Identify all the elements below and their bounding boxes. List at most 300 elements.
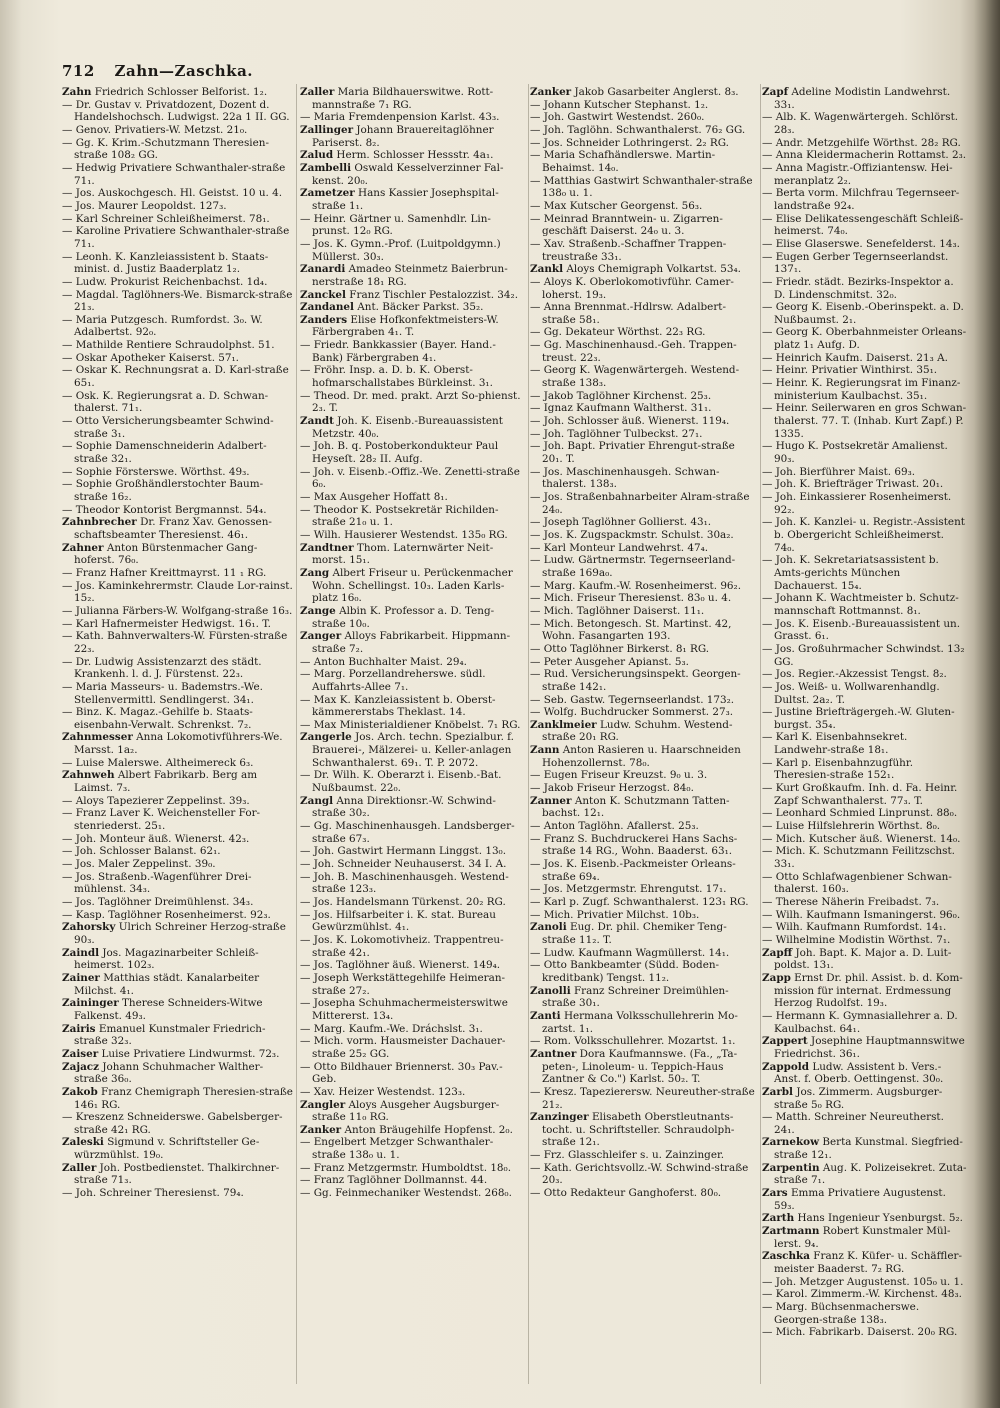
directory-entry <box>530 491 758 516</box>
repeat-dash: — <box>530 98 541 111</box>
surname: Zandtner <box>300 541 354 554</box>
entry-text: Albert Friseur u. Perückenmacher Wohn. Schellingst. 10₃. Laden Karls-platz 16₀. <box>312 566 513 605</box>
surname: Zahnbrecher <box>62 516 137 529</box>
repeat-dash: — <box>300 1060 311 1073</box>
directory-entry <box>530 326 758 339</box>
entry-text: Jos. K. Eisenb.-Packmeister Orleans-straße 69₄. <box>542 858 736 883</box>
directory-entry <box>530 694 758 707</box>
directory-entry <box>62 99 294 124</box>
directory-entry <box>530 99 758 112</box>
directory-entry <box>300 1086 526 1099</box>
directory-entry <box>62 364 294 389</box>
entry-text: Jos. Zimmerm. Augsburger-straße 5₀ RG. <box>774 1085 943 1111</box>
repeat-dash: — <box>530 275 541 288</box>
entry-text: Otto Bildhauer Briennerst. 30₃ Pav.-Geb. <box>312 1060 503 1086</box>
entry-text: Frz. Glasschleifer s. u. Zainzinger. <box>543 1149 725 1162</box>
entry-text: Gg. Feinmechaniker Westendst. 268₀. <box>313 1187 512 1200</box>
directory-entry <box>300 162 526 187</box>
column-divider <box>528 84 529 1384</box>
directory-entry <box>530 1086 758 1111</box>
entry-text: Julianna Färbers-W. Wolfgang-straße 16₃. <box>75 604 293 617</box>
directory-entry <box>300 820 526 845</box>
surname: Zang <box>300 566 330 579</box>
directory-entry <box>300 504 526 529</box>
directory-entry <box>762 301 967 326</box>
directory-entry <box>530 795 758 820</box>
entry-text: Joh. Gastwirt Hermann Linggst. 13₀. <box>313 845 507 858</box>
directory-entry <box>530 149 758 174</box>
repeat-dash: — <box>530 1085 541 1098</box>
repeat-dash: — <box>762 1111 773 1124</box>
repeat-dash: — <box>62 870 73 883</box>
directory-entry <box>300 542 526 567</box>
repeat-dash: — <box>530 326 541 339</box>
directory-entry <box>530 1010 758 1035</box>
directory-entry <box>62 200 294 213</box>
directory-entry <box>62 289 294 314</box>
surname: Zanker <box>300 1123 342 1136</box>
repeat-dash: — <box>530 883 541 896</box>
entry-text: Ignaz Kaufmann Waltherst. 31₁. <box>543 402 712 415</box>
repeat-dash: — <box>62 655 73 668</box>
directory-entry <box>530 947 758 960</box>
directory-entry <box>62 997 294 1022</box>
repeat-dash: — <box>530 655 541 668</box>
repeat-dash: — <box>762 832 773 845</box>
entry-text: Josepha Schuhmachermeisterswitwe Mittererst. 13₄. <box>312 997 508 1022</box>
entry-text: Matth. Schreiner Neureutherst. 24₁. <box>774 1111 944 1136</box>
directory-entry <box>762 731 967 756</box>
entry-text: Johann Brauereitaglöhner Pariserst. 8₂. <box>312 123 494 149</box>
repeat-dash: — <box>762 706 773 719</box>
entry-text: Joh. Bierführer Maist. 69₃. <box>775 465 916 478</box>
directory-entry <box>530 86 758 99</box>
repeat-dash: — <box>62 503 73 516</box>
repeat-dash: — <box>762 301 773 314</box>
entry-text: Jos. Arch. techn. Spezialbur. f. Brauerei-, Mälzerei- u. Keller-anlagen Schwanthalerst. 69₁. T. P. 2072. <box>312 731 514 769</box>
directory-entry <box>530 883 758 896</box>
directory-entry <box>762 1225 967 1250</box>
entry-text: Franz Tischler Pestalozzist. 34₂. <box>349 288 518 301</box>
repeat-dash: — <box>62 896 73 908</box>
repeat-dash: — <box>62 364 73 377</box>
entry-text: Joh. Einkassierer Rosenheimerst. 92₂. <box>774 491 952 516</box>
entry-text: Anton Bürstenmacher Gang-hoferst. 76₀. <box>74 541 258 567</box>
surname: Zanckel <box>300 288 346 301</box>
directory-entry <box>762 782 967 807</box>
directory-entry <box>62 795 294 808</box>
repeat-dash: — <box>762 364 773 377</box>
repeat-dash: — <box>62 478 73 491</box>
surname: Zars <box>762 1187 788 1200</box>
directory-entry <box>762 1276 967 1289</box>
entry-text: Karl Monteur Landwehrst. 47₄. <box>543 541 709 554</box>
entry-text: Mich. Friseur Theresienst. 83₀ u. 4. <box>543 592 732 605</box>
repeat-dash: — <box>530 440 541 453</box>
repeat-dash: — <box>762 465 773 478</box>
repeat-dash: — <box>762 1301 773 1313</box>
repeat-dash: — <box>530 769 541 782</box>
repeat-dash: — <box>762 908 773 921</box>
directory-entry <box>762 137 967 150</box>
repeat-dash: — <box>300 896 311 908</box>
repeat-dash: — <box>762 491 773 503</box>
entry-text: Dora Kaufmannswe. (Fa., „Ta-peten-, Linoleum- u. Teppich-Haus Zantner & Co.") Karlst. 50₂. T. <box>542 1047 738 1086</box>
entry-text: Alloys Fabrikarbeit. Hippmann-straße 7₂. <box>312 630 511 655</box>
repeat-dash: — <box>530 237 541 250</box>
entry-text: Heinr. Privatier Winthirst. 35₁. <box>775 364 938 377</box>
repeat-dash: — <box>530 174 541 187</box>
entry-text: Friedrich Schlosser Belforist. 1₂. <box>94 86 268 98</box>
repeat-dash: — <box>762 275 773 288</box>
directory-entry <box>530 554 758 579</box>
directory-entry <box>62 656 294 681</box>
directory-entry <box>762 592 967 617</box>
directory-entry <box>300 238 526 263</box>
repeat-dash: — <box>762 478 773 491</box>
repeat-dash: — <box>300 364 311 377</box>
directory-entry <box>62 972 294 997</box>
surname: Zarth <box>762 1212 795 1225</box>
entry-text: Wolfg. Buchdrucker Sommerst. 27₃. <box>543 706 734 719</box>
repeat-dash: — <box>62 680 73 693</box>
directory-entry <box>762 921 967 934</box>
repeat-dash: — <box>762 161 773 174</box>
directory-entry <box>530 415 758 428</box>
directory-entry <box>762 251 967 276</box>
entry-text: Hans Ingenieur Ysenburgst. 5₂. <box>797 1212 963 1225</box>
entry-text: Max Kutscher Georgenst. 56₃. <box>543 199 703 212</box>
entry-text: Wilh. Kaufmann Ismaningerst. 96₀. <box>775 908 961 921</box>
column-4 <box>762 86 967 1386</box>
repeat-dash: — <box>300 971 311 984</box>
repeat-dash: — <box>300 933 311 946</box>
directory-entry <box>762 326 967 351</box>
entry-text: Hugo K. Postsekretär Amalienst. 90₃. <box>774 440 948 466</box>
entry-text: Xav. Heizer Westendst. 123₃. <box>313 1085 466 1098</box>
directory-entry <box>300 719 526 732</box>
surname: Zapf <box>762 86 789 98</box>
surname: Zahnmesser <box>62 731 133 744</box>
entry-text: Aloys Tapezierer Zeppelinst. 39₃. <box>75 794 250 807</box>
directory-entry <box>530 542 758 555</box>
entry-text: Jos. Hilfsarbeiter i. K. stat. Bureau Gewürzmühlst. 4₁. <box>312 908 496 934</box>
column-1 <box>62 86 294 1386</box>
entry-text: Kurt Großkaufm. Inh. d. Fa. Heinr. Zapf Schwanthalerst. 77₃. T. <box>774 782 958 807</box>
entry-text: Karoline Privatiere Schwanthaler-straße 71₁. <box>74 225 290 250</box>
directory-entry <box>530 719 758 744</box>
entry-text: Wilhelmine Modistin Wörthst. 7₁. <box>775 933 951 946</box>
directory-entry <box>762 86 967 111</box>
directory-entry <box>300 1035 526 1060</box>
directory-entry <box>530 858 758 883</box>
directory-entry <box>62 1023 294 1048</box>
repeat-dash: — <box>530 579 541 592</box>
entry-text: Karl Hafnermeister Hedwigst. 16₁. T. <box>75 617 271 630</box>
entry-text: Jos. K. Zugspackmstr. Schulst. 30a₂. <box>543 528 734 541</box>
entry-text: Heinr. Gärtner u. Samenhdlr. Lin-prunst. 12₀ RG. <box>312 212 491 238</box>
entry-text: Aug. K. Polizeisekret. Zuta-straße 7₁. <box>774 1161 967 1187</box>
directory-entry <box>62 947 294 972</box>
repeat-dash: — <box>300 1187 311 1200</box>
entry-text: Otto Redakteur Ganghoferst. 80₀. <box>543 1187 722 1200</box>
directory-entry <box>62 618 294 631</box>
entry-text: Jos. K. Eisenb.-Bureauassistent un. Grasst. 6₁. <box>774 617 961 643</box>
entry-text: Ludw. Schuhm. Westend-straße 20₁ RG. <box>542 718 733 744</box>
entry-text: Kath. Bahnverwalters-W. Fürsten-straße 22₃. <box>74 630 288 655</box>
repeat-dash: — <box>530 642 541 655</box>
directory-entry <box>762 947 967 972</box>
directory-entry <box>62 225 294 250</box>
directory-entry <box>62 1086 294 1111</box>
entry-text: Georg K. Eisenb.-Oberinspekt. a. D. Nußbaumst. 2₁. <box>774 301 964 326</box>
surname: Zange <box>300 604 336 617</box>
entry-text: Robert Kunstmaler Mül-lerst. 9₄. <box>774 1225 951 1250</box>
entry-text: Franz Laver K. Weichensteller For-stenriederst. 25₁. <box>74 807 261 833</box>
directory-entry <box>762 1035 967 1060</box>
entry-text: Mathilde Rentiere Schraudolphst. 51. <box>75 339 275 352</box>
repeat-dash: — <box>530 946 541 959</box>
entry-text: Therese Näherin Freibadst. 7₃. <box>775 896 940 908</box>
directory-entry <box>300 415 526 440</box>
directory-entry <box>62 845 294 858</box>
repeat-dash: — <box>300 1136 311 1149</box>
repeat-dash: — <box>62 566 73 579</box>
repeat-dash: — <box>762 149 773 162</box>
directory-entry <box>62 516 294 541</box>
repeat-dash: — <box>300 1174 311 1187</box>
entry-text: Georg K. Wagenwärtergeh. Westend-straße 138₃. <box>542 364 740 390</box>
entry-text: Eugen Friseur Kreuzst. 9₀ u. 3. <box>543 769 708 782</box>
surname: Zarbl <box>762 1085 794 1098</box>
repeat-dash: — <box>530 516 541 529</box>
entry-text: Friedr. Bankkassier (Bayer. Hand.-Bank) Färbergraben 4₁. <box>312 339 496 364</box>
directory-entry <box>300 909 526 934</box>
directory-entry <box>62 504 294 517</box>
repeat-dash: — <box>62 199 73 212</box>
directory-entry <box>530 339 758 364</box>
repeat-dash: — <box>530 896 541 908</box>
entry-text: Leonhard Schmied Linprunst. 88₀. <box>775 807 958 820</box>
directory-entry <box>762 1086 967 1111</box>
surname: Zandanel <box>300 301 354 314</box>
directory-entry <box>530 656 758 669</box>
entry-text: Gg. Maschinenhausgeh. Landsberger-straße 67₃. <box>312 820 515 845</box>
entry-text: Berta vorm. Milchfrau Tegernseer-landstraße 92₄. <box>774 187 960 212</box>
directory-entry <box>62 466 294 479</box>
entry-text: Sophie Försterswe. Wörthst. 49₃. <box>75 465 250 478</box>
entry-text: Gg. Dekateur Wörthst. 22₃ RG. <box>543 326 706 339</box>
column-2 <box>300 86 526 1386</box>
repeat-dash: — <box>62 756 73 769</box>
entry-text: Marg. Porzellandreherswe. südl. Auffahrts-Allee 7₁. <box>312 668 486 693</box>
surname: Zahner <box>62 541 104 554</box>
repeat-dash: — <box>762 782 773 795</box>
repeat-dash: — <box>300 389 311 402</box>
entry-text: Theod. Dr. med. prakt. Arzt So-phienst. 2₃. T. <box>312 389 521 415</box>
directory-entry <box>62 807 294 832</box>
directory-entry <box>530 137 758 150</box>
directory-entry <box>530 744 758 769</box>
surname: Zaiser <box>62 1047 99 1060</box>
directory-entry <box>300 972 526 997</box>
entry-text: Luise Hilfslehrerin Wörthst. 8₀. <box>775 820 941 833</box>
entry-text: Friedr. städt. Bezirks-Inspektor a. D. Lindenschmitst. 32₀. <box>774 275 954 301</box>
directory-entry <box>530 668 758 693</box>
repeat-dash: — <box>762 250 773 263</box>
entry-text: Dr. Franz Xav. Genossen-schaftsbeamter Theresienst. 46₁. <box>74 516 272 541</box>
entry-text: Ludw. Gärtnermstr. Tegernseerland-straße 169a₀. <box>542 554 736 579</box>
entry-text: Joh. B. q. Postoberkondukteur Paul Heyseſt. 28₂ II. Aufg. <box>312 440 499 466</box>
entry-text: Joh. Taglöhner Tulbeckst. 27₁. <box>543 427 703 440</box>
entry-text: Thom. Laternwärter Neit-morst. 15₁. <box>312 541 494 567</box>
entry-text: Elise Hofkonfektmeisters-W. Färbergraben 4₁. T. <box>312 313 499 339</box>
entry-text: Joh. Metzger Augustenst. 105₀ u. 1. <box>775 1275 964 1288</box>
surname: Zaller <box>300 86 335 98</box>
entry-text: Eug. Dr. phil. Chemiker Teng-straße 11₂. T. <box>542 921 727 946</box>
entry-text: Jos. K. Lokomotivheiz. Trappentreu-straße 42₁. <box>312 933 504 959</box>
surname: Zantner <box>530 1047 577 1060</box>
repeat-dash: — <box>62 807 73 820</box>
directory-entry <box>530 175 758 200</box>
repeat-dash: — <box>530 592 541 605</box>
repeat-dash: — <box>762 187 773 200</box>
repeat-dash: — <box>530 528 541 541</box>
directory-entry <box>300 289 526 302</box>
directory-entry <box>300 86 526 111</box>
surname: Zanner <box>530 794 572 807</box>
repeat-dash: — <box>762 516 773 529</box>
directory-entry <box>62 314 294 339</box>
entry-text: Jos. Straßenb.-Wagenführer Drei-mühlenst. 34₃. <box>74 870 252 896</box>
repeat-dash: — <box>530 858 541 871</box>
entry-text: Joh. K. Eisenb.-Bureauassistent Metzstr. 40₀. <box>312 415 503 440</box>
surname: Zallinger <box>300 123 354 136</box>
column-3 <box>530 86 758 1386</box>
repeat-dash: — <box>530 820 541 833</box>
repeat-dash: — <box>530 199 541 212</box>
repeat-dash: — <box>62 123 73 136</box>
entry-text: Ernst Dr. phil. Assist. b. d. Kom-mission für internat. Erdmessung Herzog Rudolfst. 19₃. <box>774 971 963 1010</box>
entry-text: Joh. Bapt. K. Major a. D. Luit-poldst. 13₁. <box>774 946 952 972</box>
entry-text: Franz Schreiner Dreimühlen-straße 30₁. <box>542 984 729 1010</box>
directory-entry <box>62 124 294 137</box>
directory-entry <box>62 187 294 200</box>
directory-entry <box>530 1162 758 1187</box>
entry-text: Jos. Magazinarbeiter Schleiß-heimerst. 102₃. <box>74 946 259 972</box>
repeat-dash: — <box>62 98 73 111</box>
directory-entry <box>530 706 758 719</box>
directory-entry <box>530 769 758 782</box>
repeat-dash: — <box>762 933 773 946</box>
directory-entry <box>530 1111 758 1149</box>
surname: Zahn <box>62 86 92 98</box>
repeat-dash: — <box>62 351 73 364</box>
surname: Zanders <box>300 313 348 326</box>
directory-entry <box>300 1162 526 1175</box>
entry-text: Max K. Kanzleiassistent b. Oberst-kämmererstabs Theklast. 14. <box>312 693 496 719</box>
repeat-dash: — <box>62 617 73 630</box>
entry-text: Mich. vorm. Hausmeister Dachauer-straße 25₂ GG. <box>312 1035 506 1060</box>
directory-entry <box>530 364 758 389</box>
entry-text: Otto Versicherungsbeamter Schwind-straße 3₁. <box>74 415 274 440</box>
directory-entry <box>762 706 967 731</box>
entry-text: Anton Taglöhn. Afallerst. 25₃. <box>543 820 699 833</box>
entry-text: Jos. Maler Zeppelinst. 39₀. <box>75 858 216 871</box>
repeat-dash: — <box>62 794 73 807</box>
repeat-dash: — <box>762 617 773 630</box>
entry-text: Sophie Damenschneiderin Adalbert-straße 32₁. <box>74 440 267 466</box>
directory-entry <box>300 466 526 491</box>
repeat-dash: — <box>762 402 773 415</box>
entry-text: Dr. Wilh. K. Oberarzt i. Eisenb.-Bat. Nußbaumst. 22₀. <box>312 769 502 795</box>
entry-text: Jos. Maschinenhausgeh. Schwan-thalerst. 138₃. <box>542 465 720 491</box>
directory-entry <box>530 516 758 529</box>
entry-text: Sigmund v. Schriftsteller Ge-würzmühlst. 19₀. <box>74 1136 260 1162</box>
repeat-dash: — <box>762 680 773 693</box>
entry-text: Alb. K. Wagenwärtergeh. Schlörst. 28₃. <box>774 111 959 136</box>
repeat-dash: — <box>300 491 311 503</box>
surname: Zahorsky <box>62 921 116 934</box>
directory-entry <box>762 402 967 440</box>
surname: Zanardi <box>300 263 346 276</box>
directory-entry <box>300 896 526 909</box>
entry-text: Jos. Kaminkehrermstr. Claude Lor-rainst. 15₂. <box>74 579 293 605</box>
entry-text: Mich. Privatier Milchst. 10b₃. <box>543 908 700 921</box>
directory-entry <box>300 871 526 896</box>
entry-text: Jos. Auskochgesch. Hl. Geistst. 10 u. 4. <box>75 187 283 200</box>
repeat-dash: — <box>530 491 541 503</box>
directory-entry <box>762 668 967 681</box>
directory-entry <box>762 478 967 491</box>
repeat-dash: — <box>300 845 311 858</box>
repeat-dash: — <box>300 1022 311 1035</box>
directory-entry <box>62 896 294 909</box>
repeat-dash: — <box>762 326 773 339</box>
repeat-dash: — <box>62 465 73 478</box>
entry-text: Ludw. Assistent b. Vers.-Anst. f. Oberb. Oettingenst. 30₀. <box>774 1060 944 1086</box>
surname: Zainer <box>62 971 100 984</box>
directory-entry <box>762 352 967 365</box>
directory-entry <box>62 542 294 567</box>
entry-text: Ludw. Prokurist Reichenbachst. 1d₄. <box>75 275 268 288</box>
repeat-dash: — <box>300 111 311 124</box>
entry-text: Mich. Betongesch. St. Martinst. 42, Wohn. Fasangarten 193. <box>542 617 732 643</box>
repeat-dash: — <box>762 136 773 149</box>
directory-entry <box>530 238 758 263</box>
repeat-dash: — <box>530 136 541 149</box>
repeat-dash: — <box>62 212 73 225</box>
entry-text: Mich. K. Schutzmann Feilitzschst. 33₁. <box>774 845 955 871</box>
directory-entry <box>300 124 526 149</box>
directory-entry <box>530 820 758 833</box>
repeat-dash: — <box>300 997 311 1010</box>
directory-entry <box>530 440 758 465</box>
entry-text: Osk. K. Regierungsrat a. D. Schwan-thalerst. 71₁. <box>74 389 269 415</box>
entry-text: Karl p. Eisenbahnzugführ. Theresien-straße 152₁. <box>774 756 913 782</box>
entry-text: Engelbert Metzger Schwanthaler-straße 138₀ u. 1. <box>312 1136 494 1162</box>
entry-text: Elise Delikatessengeschäft Schleiß-heimerst. 74₀. <box>774 212 964 238</box>
directory-entry <box>62 440 294 465</box>
directory-entry <box>300 997 526 1022</box>
directory-entry <box>62 415 294 440</box>
entry-text: Joh. Schlosser Balanst. 62₁. <box>75 845 221 858</box>
directory-entry <box>300 301 526 314</box>
directory-entry <box>762 833 967 846</box>
directory-entry <box>62 921 294 946</box>
repeat-dash: — <box>762 1275 773 1288</box>
directory-entry <box>762 1162 967 1187</box>
